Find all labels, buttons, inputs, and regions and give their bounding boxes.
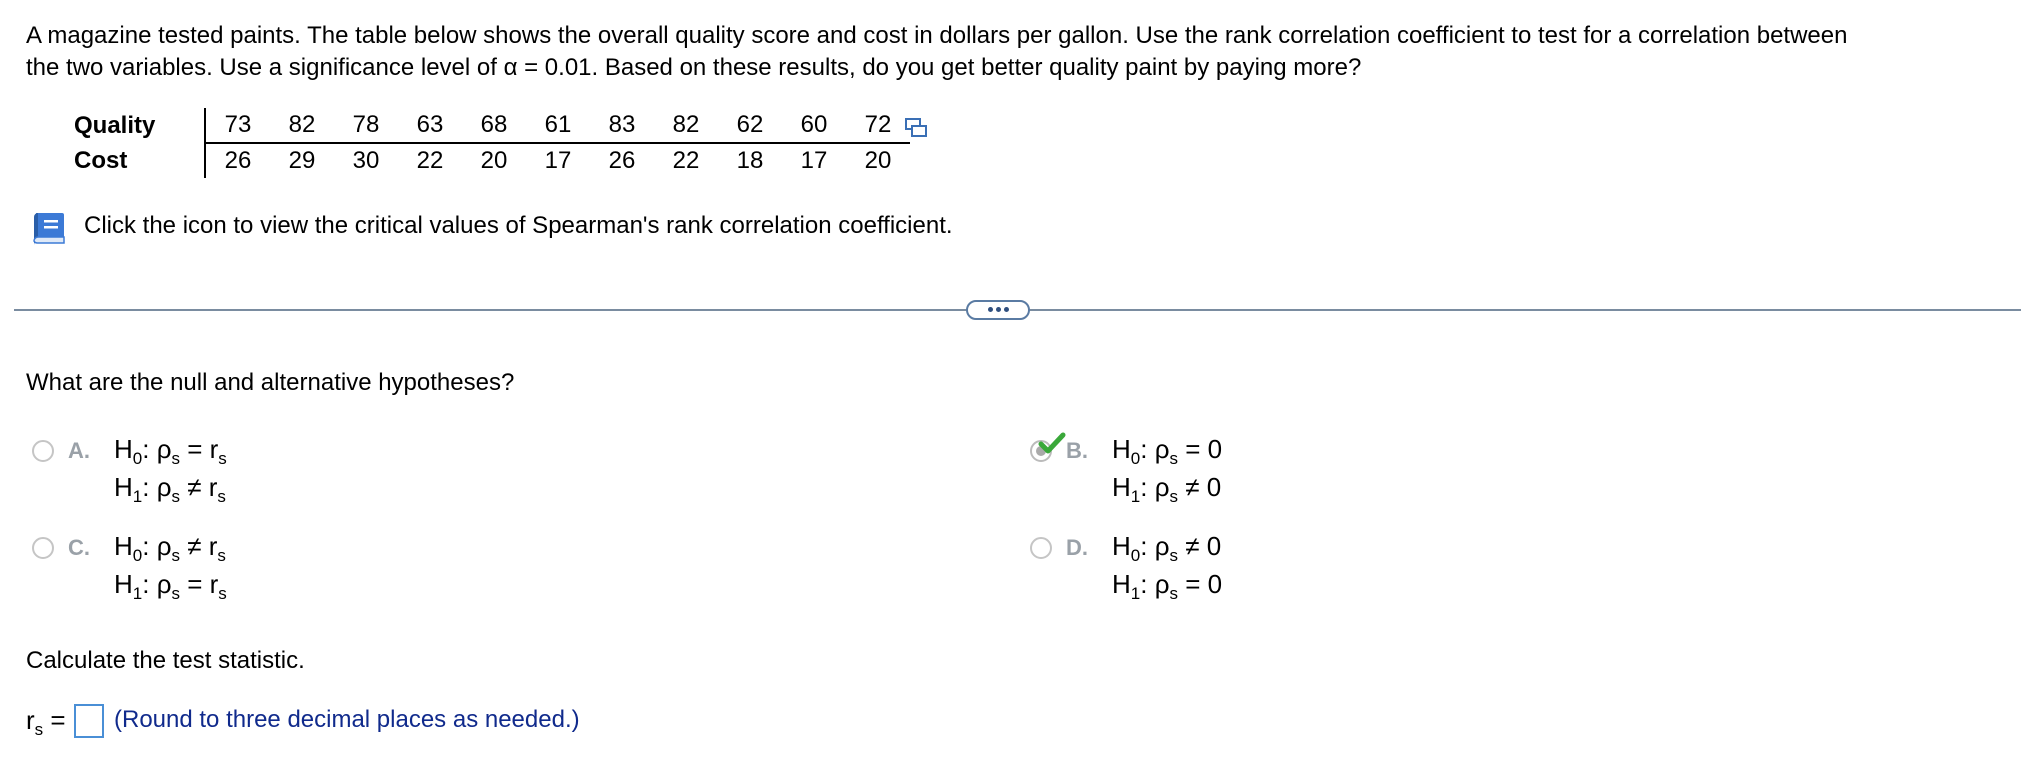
option-d-radio[interactable] [1030,537,1052,559]
quality-cell: 82 [654,108,718,143]
row-label-cost: Cost [74,146,128,174]
option-a-h0: $H_0$: $\rho_s = r_s$ [114,434,227,468]
critical-values-link[interactable]: Click the icon to view the critical values of Spearman's rank correlation coefficient. [84,212,953,239]
cost-cell: 20 [864,147,892,174]
quality-cell: 63 [398,108,462,143]
option-a-radio[interactable] [32,440,54,462]
option-b-h1: $H_1$: $\rho_s \ne 0$ [1112,472,1222,506]
cost-cell: 26 [608,147,636,174]
option-b-h0: $H_0$: $\rho_s = 0$ [1112,434,1223,468]
question-line-2: the two variables. Use a significance level of α = 0.01. Based on these results, do you get better quality paint by paying more? [26,54,1362,81]
data-table [62,108,910,178]
correct-check-icon [1038,432,1066,456]
copy-data-icon[interactable] [905,118,927,138]
cost-cell: 29 [288,147,316,174]
more-button[interactable] [966,300,1030,320]
option-d-h1: $H_1$: $\rho_s = 0$ [1112,569,1223,603]
quality-cell: 60 [782,108,846,143]
option-c-h0: $H_0$: $\rho_s \ne r_s$ [114,531,226,565]
rounding-note: (Round to three decimal places as needed.) [114,706,580,733]
option-a-h1: $H_1$: $\rho_s \ne r_s$ [114,472,226,506]
cost-cell: 22 [672,147,700,174]
quality-cell: 73 [206,108,270,143]
cost-cell: 26 [224,147,252,174]
cost-cell: 17 [544,147,572,174]
quality-cell: 62 [718,108,782,143]
hypotheses-prompt: What are the null and alternative hypotheses? [26,369,515,396]
quality-cell: 68 [462,108,526,143]
option-a-letter: A. [68,438,90,463]
cost-cell: 17 [800,147,828,174]
book-icon[interactable] [30,209,68,247]
option-b-letter: B. [1066,438,1088,463]
option-c-h1: $H_1$: $\rho_s = r_s$ [114,569,227,603]
option-d-h0: $H_0$: $\rho_s \ne 0$ [1112,531,1222,565]
cost-cell: 22 [416,147,444,174]
rs-answer-input[interactable] [74,704,104,738]
rs-label: $r_s$ = [26,705,66,739]
question-text [26,20,2016,84]
quality-cell: 83 [590,108,654,143]
option-d-letter: D. [1066,535,1088,560]
table-row-quality [62,108,910,143]
quality-cell: 61 [526,108,590,143]
cost-cell: 20 [480,147,508,174]
quality-cell: 82 [270,108,334,143]
option-c-radio[interactable] [32,537,54,559]
quality-cell: 72 [846,108,910,143]
cost-cell: 18 [736,147,764,174]
option-c-letter: C. [68,535,90,560]
row-label-quality: Quality [74,111,156,139]
test-statistic-prompt: Calculate the test statistic. [26,647,305,674]
cost-cell: 30 [352,147,380,174]
table-row-cost [62,143,910,178]
ellipsis-icon [988,307,993,312]
question-line-1: A magazine tested paints. The table below shows the overall quality score and cost in dollars per gallon. Use the rank correlation coefficient to test for a correlation between [26,22,1848,49]
quality-cell: 78 [334,108,398,143]
